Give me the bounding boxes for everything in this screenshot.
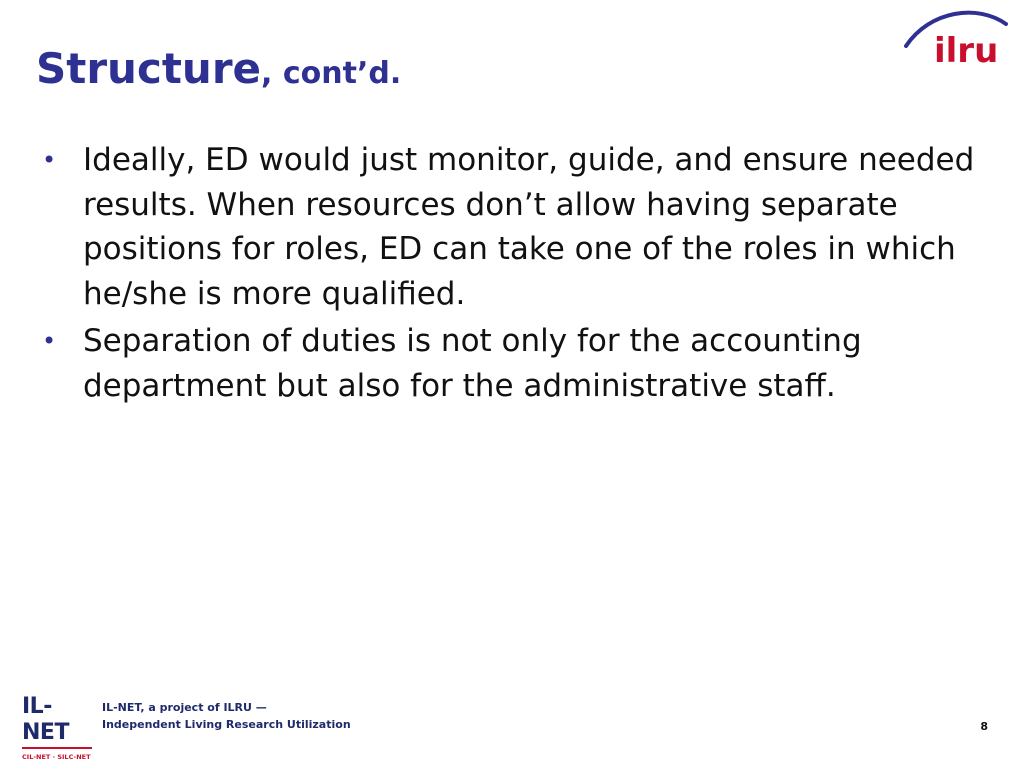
slide-title: [36, 44, 401, 93]
page-number: 8: [980, 720, 988, 733]
bullet-text: Ideally, ED would just monitor, guide, and ensure needed results. When resources don’t allow having separate positions for roles, ED can take one of the roles in which he/she is more qualified.: [83, 142, 975, 312]
bullet-marker: •: [42, 146, 57, 174]
bullet-list: [42, 138, 982, 411]
bullet-item: [42, 138, 982, 316]
bullet-text: Separation of duties is not only for the accounting department but also for the administrative staff.: [83, 323, 862, 404]
ilru-logo-icon: [900, 6, 1012, 68]
footer-credit: [102, 699, 351, 733]
il-net-logo-subtext: CIL-NET · SILC-NET: [22, 753, 91, 761]
bullet-item: [42, 319, 982, 408]
ilru-logo-text: ilru: [934, 31, 999, 68]
il-net-logo-rule: [22, 747, 92, 749]
slide-title-main: Structure: [36, 44, 262, 93]
ilru-logo-graphic: [900, 6, 1012, 68]
il-net-logo: [22, 694, 94, 761]
il-net-logo-text: IL-NET: [22, 694, 69, 745]
footer-line-2: Independent Living Research Utilization: [102, 718, 351, 731]
footer-line-1: IL-NET, a project of ILRU —: [102, 701, 267, 714]
bullet-marker: •: [42, 327, 57, 355]
slide-title-sub: , cont’d.: [261, 56, 402, 91]
